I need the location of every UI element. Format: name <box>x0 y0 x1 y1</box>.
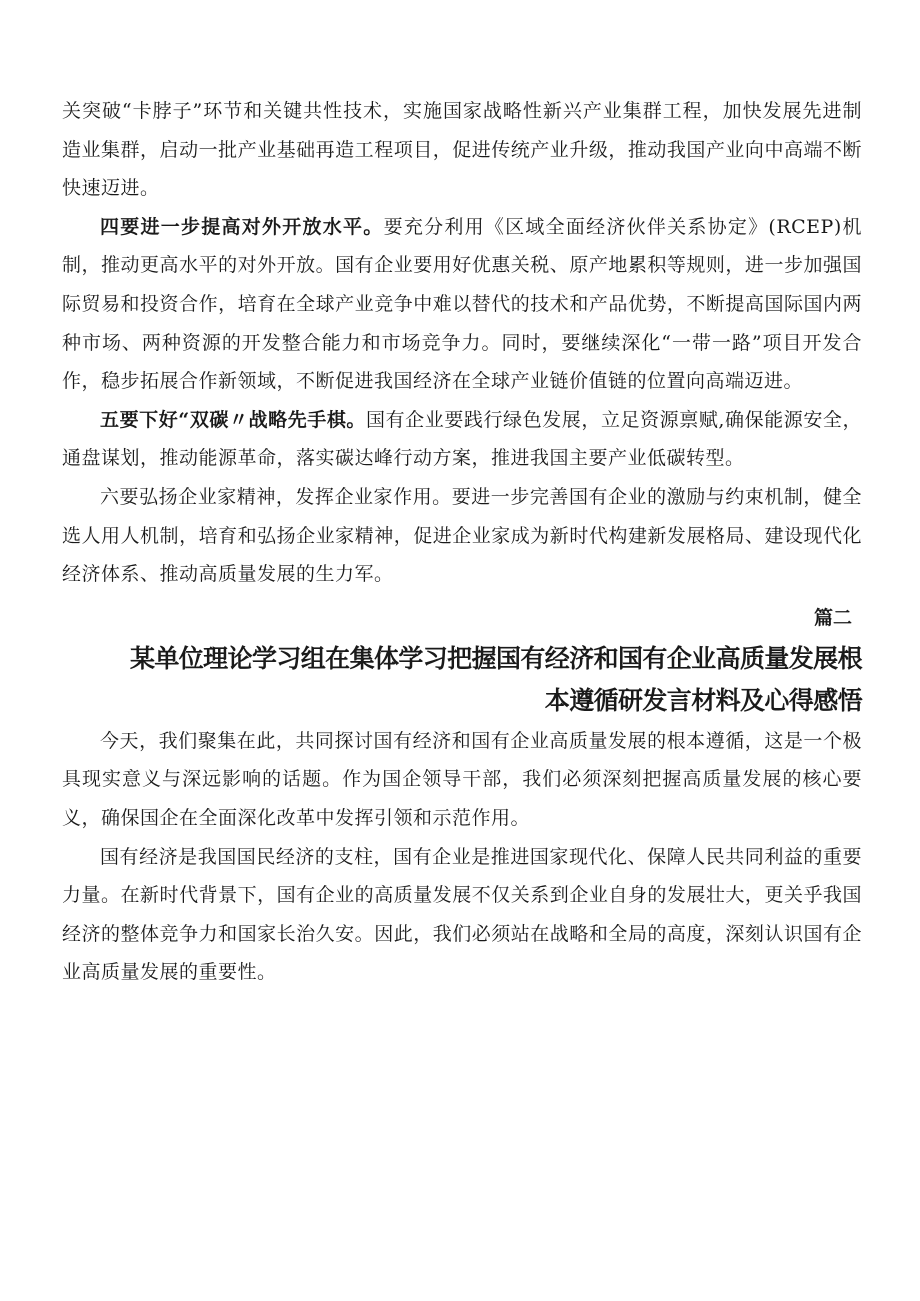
paragraph-point-4 <box>62 208 862 401</box>
paragraph-point-6: 六要弘扬企业家精神，发挥企业家作用。要进一步完善国有企业的激励与约束机制，健全选人用人机制，培育和弘扬企业家精神，促进企业家成为新时代构建新发展格局、建设现代化经济体系、推动高质量发展的生力军。 <box>62 485 862 586</box>
point-4-body: 要充分利用《区域全面经济伙伴关系协定》(RCEP)机制，推动更高水平的对外开放。国有企业要用好优惠关税、原产地累积等规则，进一步加强国际贸易和投资合作，培育在全球产业竞争中难以替代的技术和产品优势，不断提高国际国内两种市场、两种资源的开发整合能力和市场竞争力。同时，要继续深化“一带一路”项目开发合作，稳步拓展合作新领域，不断促进我国经济在全球产业链价值链的位置向高端迈进。 <box>62 215 862 393</box>
document-title <box>62 638 862 722</box>
title-line-2: 本遵循研发言材料及心得感悟 <box>544 685 862 715</box>
point-5-heading: 五要下好“双碳〃战略先手棋。 <box>100 408 367 431</box>
point-5-body: 国有企业要践行绿色发展，立足资源禀赋,确保能源安全，通盘谋划，推动能源革命，落实碳达峰行动方案，推进我国主要产业低碳转型。 <box>62 408 862 470</box>
section-label: 篇二 <box>813 606 852 629</box>
title-line-1: 某单位理论学习组在集体学习把握国有经济和国有企业高质量发展根 <box>129 643 862 673</box>
paragraph-fragment: 关突破“卡脖子”环节和关键共性技术，实施国家战略性新兴产业集群工程，加快发展先进制造业集群，启动一批产业基础再造工程项目，促进传统产业升级，推动我国产业向中高端不断快速迈进。 <box>62 100 862 200</box>
paragraph-opening: 今天，我们聚集在此，共同探讨国有经济和国有企业高质量发展的根本遵循，这是一个极具现实意义与深远影响的话题。作为国企领导干部，我们必须深刻把握高质量发展的核心要义，确保国企在全面深化改革中发挥引领和示范作用。 <box>62 729 862 829</box>
document-page <box>62 92 862 992</box>
paragraph-pillar: 国有经济是我国国民经济的支柱，国有企业是推进国家现代化、保障人民共同利益的重要力量。在新时代背景下，国有企业的高质量发展不仅关系到企业自身的发展壮大，更关乎我国经济的整体竞争力和国家长治久安。因此，我们必须站在战略和全局的高度，深刻认识国有企业高质量发展的重要性。 <box>62 845 862 984</box>
point-4-heading: 四要进一步提高对外开放水平。 <box>100 215 384 238</box>
paragraph-point-5 <box>62 401 862 478</box>
